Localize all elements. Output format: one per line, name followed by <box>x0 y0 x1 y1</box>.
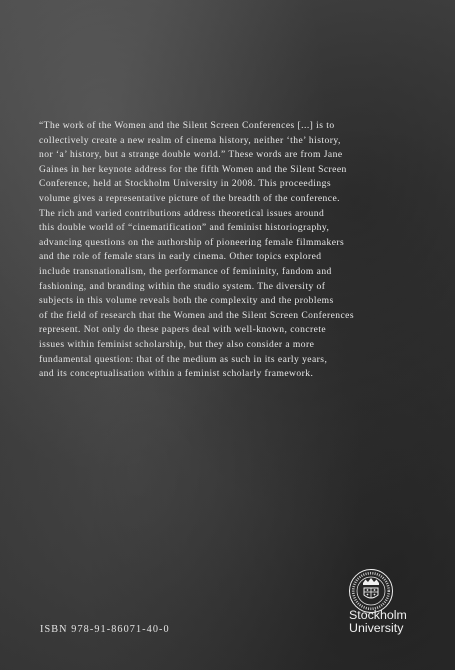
blurb-line: subjects in this volume reveals both the complexity and the problems <box>39 295 334 307</box>
blurb-line: and its conceptualisation within a feminist scholarly framework. <box>39 368 314 380</box>
blurb-line: nor ‘a’ history, but a strange double world.” These words are from Jane <box>39 149 343 161</box>
blurb-line: represent. Not only do these papers deal with well-known, concrete <box>39 324 327 336</box>
blurb-line: collectively create a new realm of cinema history, neither ‘the’ history, <box>39 134 341 146</box>
university-wordmark <box>349 609 407 634</box>
blurb-line: volume gives a representative picture of the breadth of the conference. <box>39 192 340 204</box>
blurb-line: advancing questions on the authorship of pioneering female filmmakers <box>39 236 345 248</box>
blurb-line: The rich and varied contributions address theoretical issues around <box>39 207 325 219</box>
blurb-line: Gaines in her keynote address for the fifth Women and the Silent Screen <box>39 163 347 175</box>
isbn-number: ISBN 978-91-86071-40-0 <box>40 624 170 635</box>
blurb-line: Conference, held at Stockholm University in 2008. This proceedings <box>39 178 332 190</box>
blurb-line: “The work of the Women and the Silent Screen Conferences [...] is to <box>39 120 335 131</box>
blurb-line: include transnationalism, the performance of femininity, fandom and <box>39 265 332 277</box>
blurb-line: this double world of “cinematification” and feminist historiography, <box>39 222 330 234</box>
blurb-line: and the role of female stars in early cinema. Other topics explored <box>39 251 322 263</box>
wordmark-line-2: University <box>349 620 404 635</box>
cover-blurb <box>39 119 429 382</box>
blurb-line: fashioning, and branding within the studio system. The diversity of <box>39 280 326 292</box>
stockholm-university-logo <box>336 568 436 640</box>
blurb-line: of the field of research that the Women and the Silent Screen Conferences <box>39 309 355 321</box>
wordmark-line-1: Stockholm <box>349 608 407 622</box>
blurb-line: fundamental question: that of the medium as such in its early years, <box>39 353 328 365</box>
blurb-line: issues within feminist scholarship, but they also consider a more <box>39 338 315 350</box>
